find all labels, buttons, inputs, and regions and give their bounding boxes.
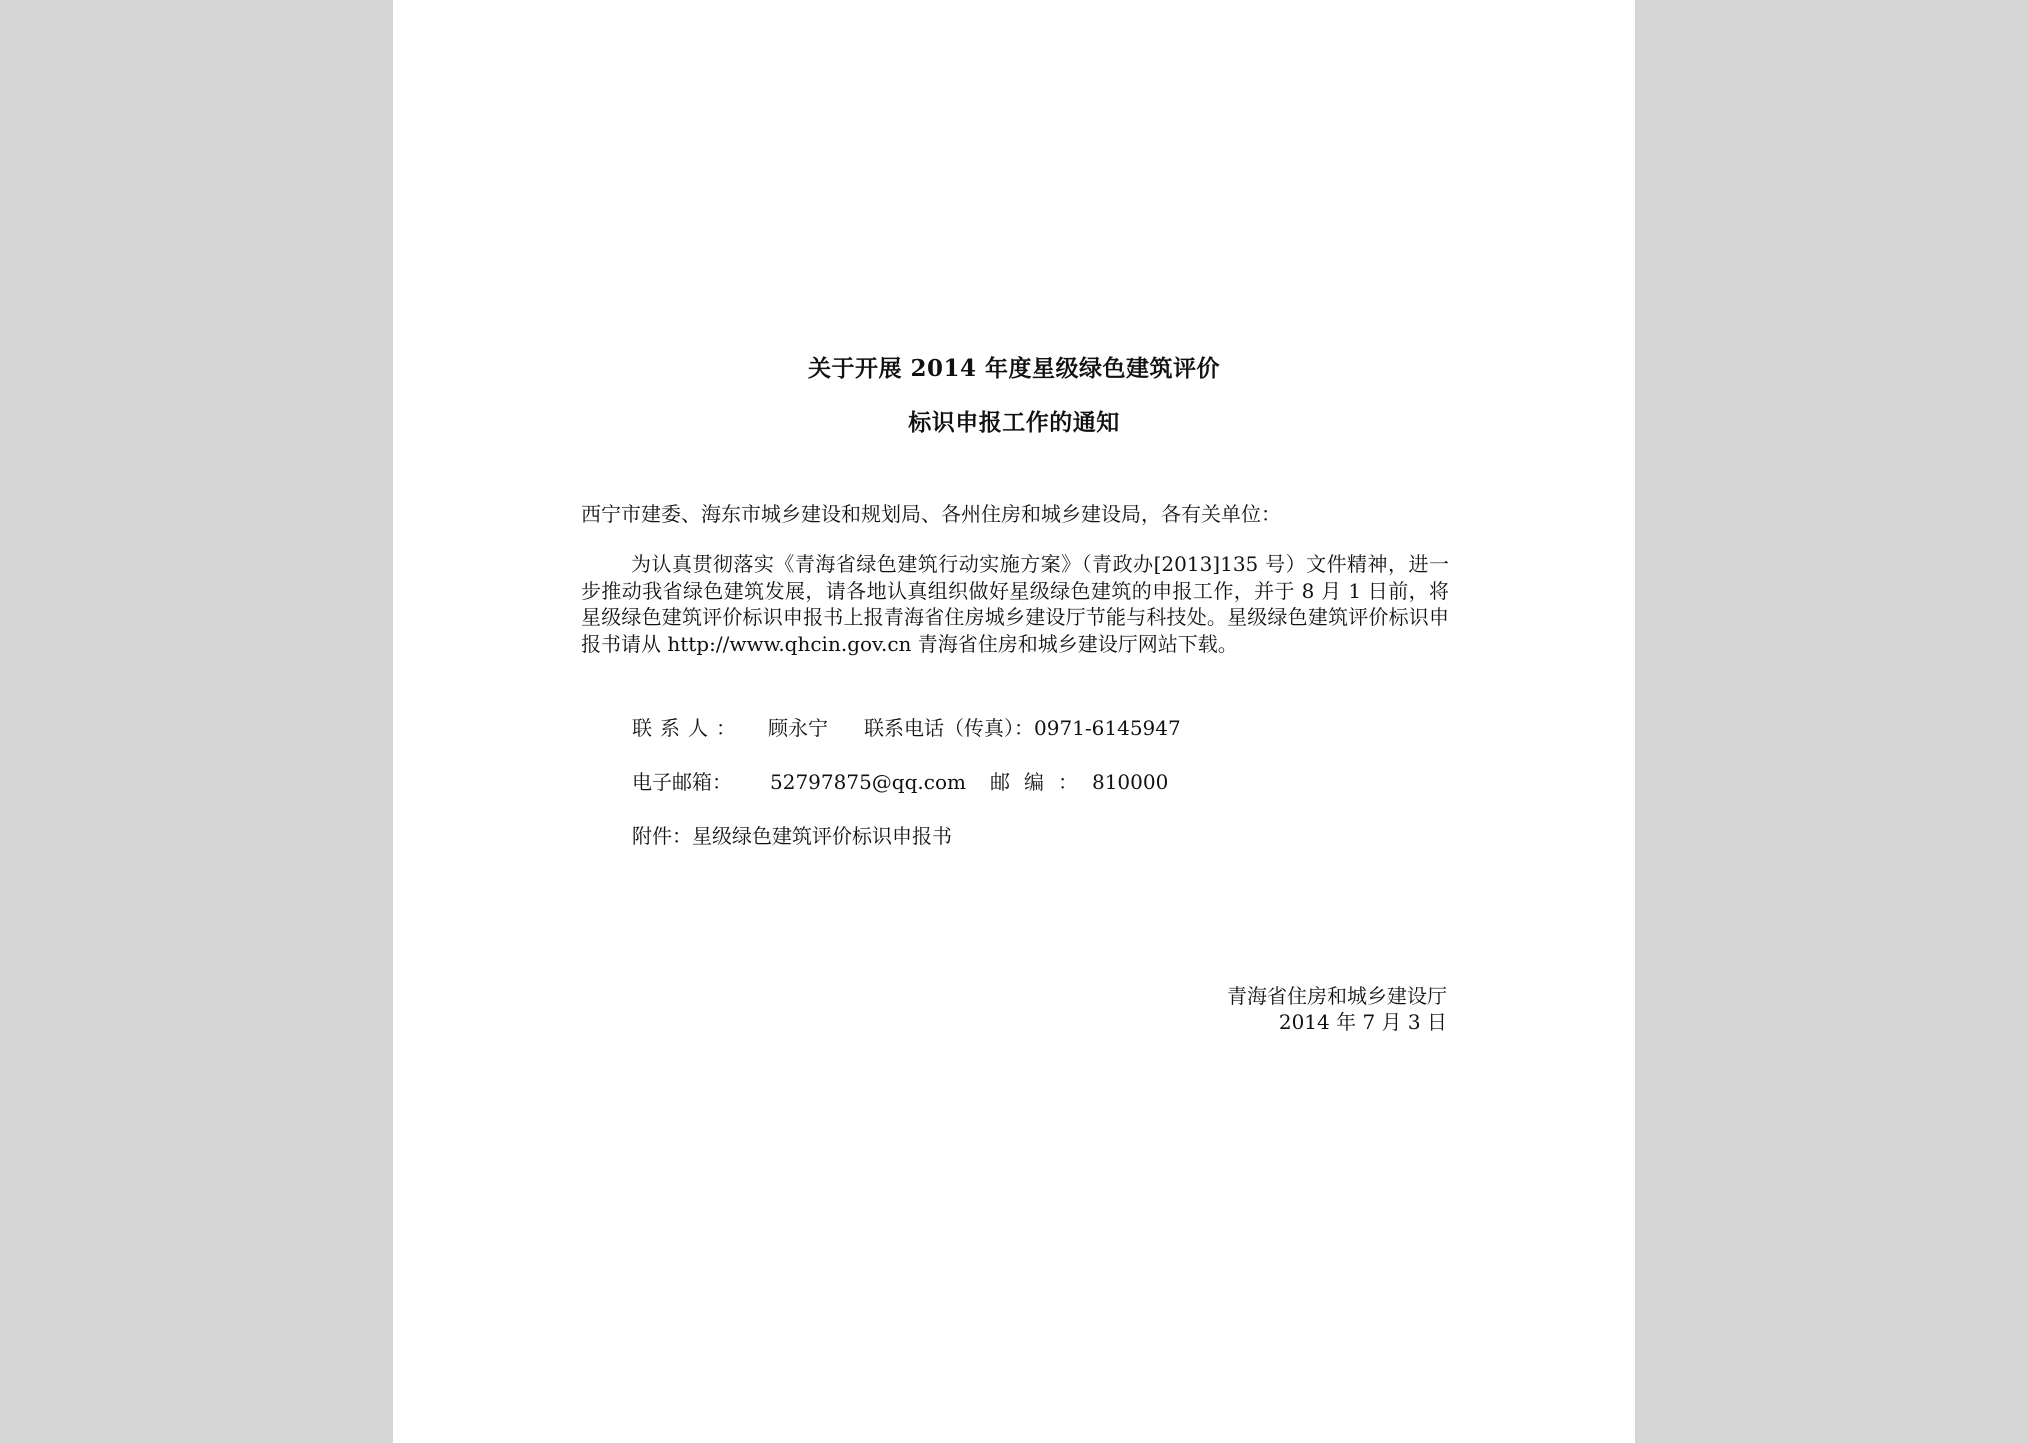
contact-person-label: 联系人： <box>632 716 744 740</box>
contact-postal-label: 邮编： <box>989 770 1092 794</box>
attachment-line: 附件：星级绿色建筑评价标识申报书 <box>632 824 952 848</box>
contact-person-value: 顾永宁 <box>768 716 828 740</box>
contact-postal-value: 810000 <box>1091 770 1169 794</box>
document-page <box>393 0 1635 1443</box>
contact-person-line <box>632 712 1181 741</box>
contact-email-value: 52797875@qq.com <box>770 770 966 794</box>
issue-date: 2014 年 7 月 3 日 <box>1278 1010 1447 1034</box>
body-paragraph: 为认真贯彻落实《青海省绿色建筑行动实施方案》（青政办[2013]135 号）文件精神，进一步推动我省绿色建筑发展，请各地认真组织做好星级绿色建筑的申报工作，并于 8 月 1 日前，将星级绿色建筑评价标识申报书上报青海省住房城乡建设厅节能与科技处。星级绿色建筑评价标识申报书请从 http://www.qhcin.gov.cn 青海省住房和城乡建设厅网站下载。 <box>581 552 1449 656</box>
document-title-line-1: 关于开展 2014 年度星级绿色建筑评价 <box>807 355 1221 382</box>
salutation: 西宁市建委、海东市城乡建设和规划局、各州住房和城乡建设局，各有关单位： <box>581 502 1281 526</box>
contact-email-label: 电子邮箱： <box>632 770 732 794</box>
issuer-name: 青海省住房和城乡建设厅 <box>1227 984 1447 1008</box>
contact-phone-value: 0971-6145947 <box>1034 716 1181 740</box>
contact-phone-label: 联系电话（传真）： <box>864 716 1034 740</box>
document-title-line-2: 标识申报工作的通知 <box>908 409 1120 436</box>
contact-email-line <box>632 766 1168 795</box>
